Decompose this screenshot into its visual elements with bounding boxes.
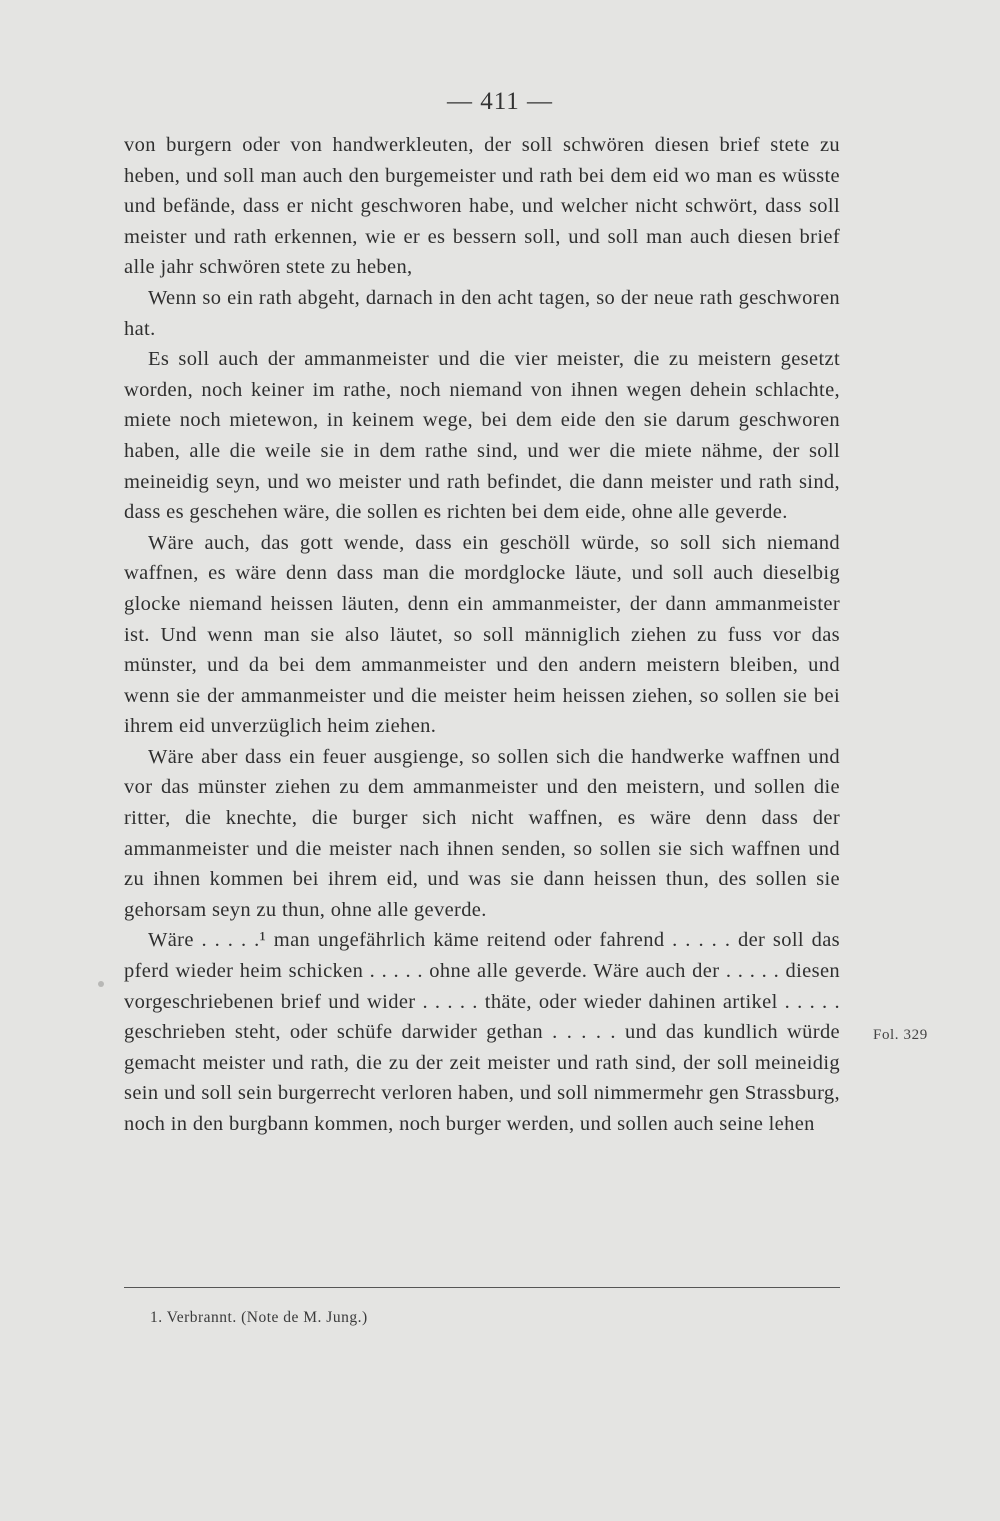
paragraph-burgerrecht: Wäre . . . . .¹ man ungefährlich käme reitend oder fahrend . . . . . der soll das pferd wieder heim schicken . . . . . ohne alle geverde. Wäre auch der . . . . . diesen vorgeschriebenen brief und wider . . . . . thäte, oder wieder dahinen artikel . . . . . geschrieben steht, oder schüfe darwider gethan . . . . . und das kundlich würde gemacht meister und rath, die zu der zeit meister und rath sind, der soll meineidig sein und soll sein burgerrecht verloren haben, und soll nimmermehr gen Strassburg, noch in den burgbann kommen, noch burger werden, und sollen auch seine lehen bbox=[124, 929, 840, 1135]
paragraph-continuation: von burgern oder von handwerkleuten, der soll schwören diesen brief stete zu heben, und soll man auch den burgemeister und rath bei dem eid wo man es wüsste und befände, dass er nicht geschworen habe, und welcher nicht schwört, dass soll meister und rath erkennen, wie er es bessern soll, und soll man auch diesen brief alle jahr schwören stete zu heben, bbox=[124, 134, 840, 279]
paper-speck bbox=[98, 981, 104, 987]
page-number: — 411 — bbox=[446, 88, 554, 115]
paragraph-feuer: Wäre aber dass ein feuer ausgienge, so sollen sich die handwerke waffnen und vor das münster ziehen zu dem ammanmeister und den meistern, und sollen die ritter, die knechte, die burger sich nicht waffnen, es wäre denn dass der ammanmeister und die meister nach ihnen senden, so sollen sie sich waffnen und zu ihnen kommen bei ihrem eid, und was sie dann heissen thun, des sollen sie gehorsam seyn zu thun, ohne alle geverde. bbox=[124, 745, 840, 921]
paragraph-mordglocke: Wäre auch, das gott wende, dass ein geschöll würde, so soll sich niemand waffnen, es wäre denn dass man die mordglocke läute, und soll auch dieselbig glocke niemand heissen läuten, denn ein ammanmeister, der dann ammanmeister ist. Und wenn man sie also läutet, so soll männiglich ziehen zu fuss vor das münster, und da bei dem ammanmeister und den andern meistern bleiben, und wenn sie der ammanmeister und die meister heim heissen ziehen, so sollen sie bei ihrem eid unverzüglich heim ziehen. bbox=[124, 531, 840, 738]
footnote-divider bbox=[124, 1287, 840, 1288]
body-text bbox=[124, 130, 840, 1140]
paragraph-rath-abgeht: Wenn so ein rath abgeht, darnach in den acht tagen, so der neue rath geschworen hat. bbox=[124, 286, 840, 340]
folio-margin-note: Fol. 329 bbox=[873, 1027, 928, 1043]
footnote: 1. Verbrannt. (Note de M. Jung.) bbox=[150, 1309, 368, 1326]
paragraph-ammanmeister-eid: Es soll auch der ammanmeister und die vier meister, die zu meistern gesetzt worden, noch keiner im rathe, noch niemand von ihnen wegen dehein schlachte, miete noch mietewon, in keinem wege, bei dem eide den sie darum geschworen haben, alle die weile sie in dem rathe sind, und wer die miete nähme, der soll meineidig seyn, und wo meister und rath befindet, die dann meister und rath sind, dass es geschehen wäre, die sollen es richten bei dem eide, ohne alle geverde. bbox=[124, 348, 840, 524]
